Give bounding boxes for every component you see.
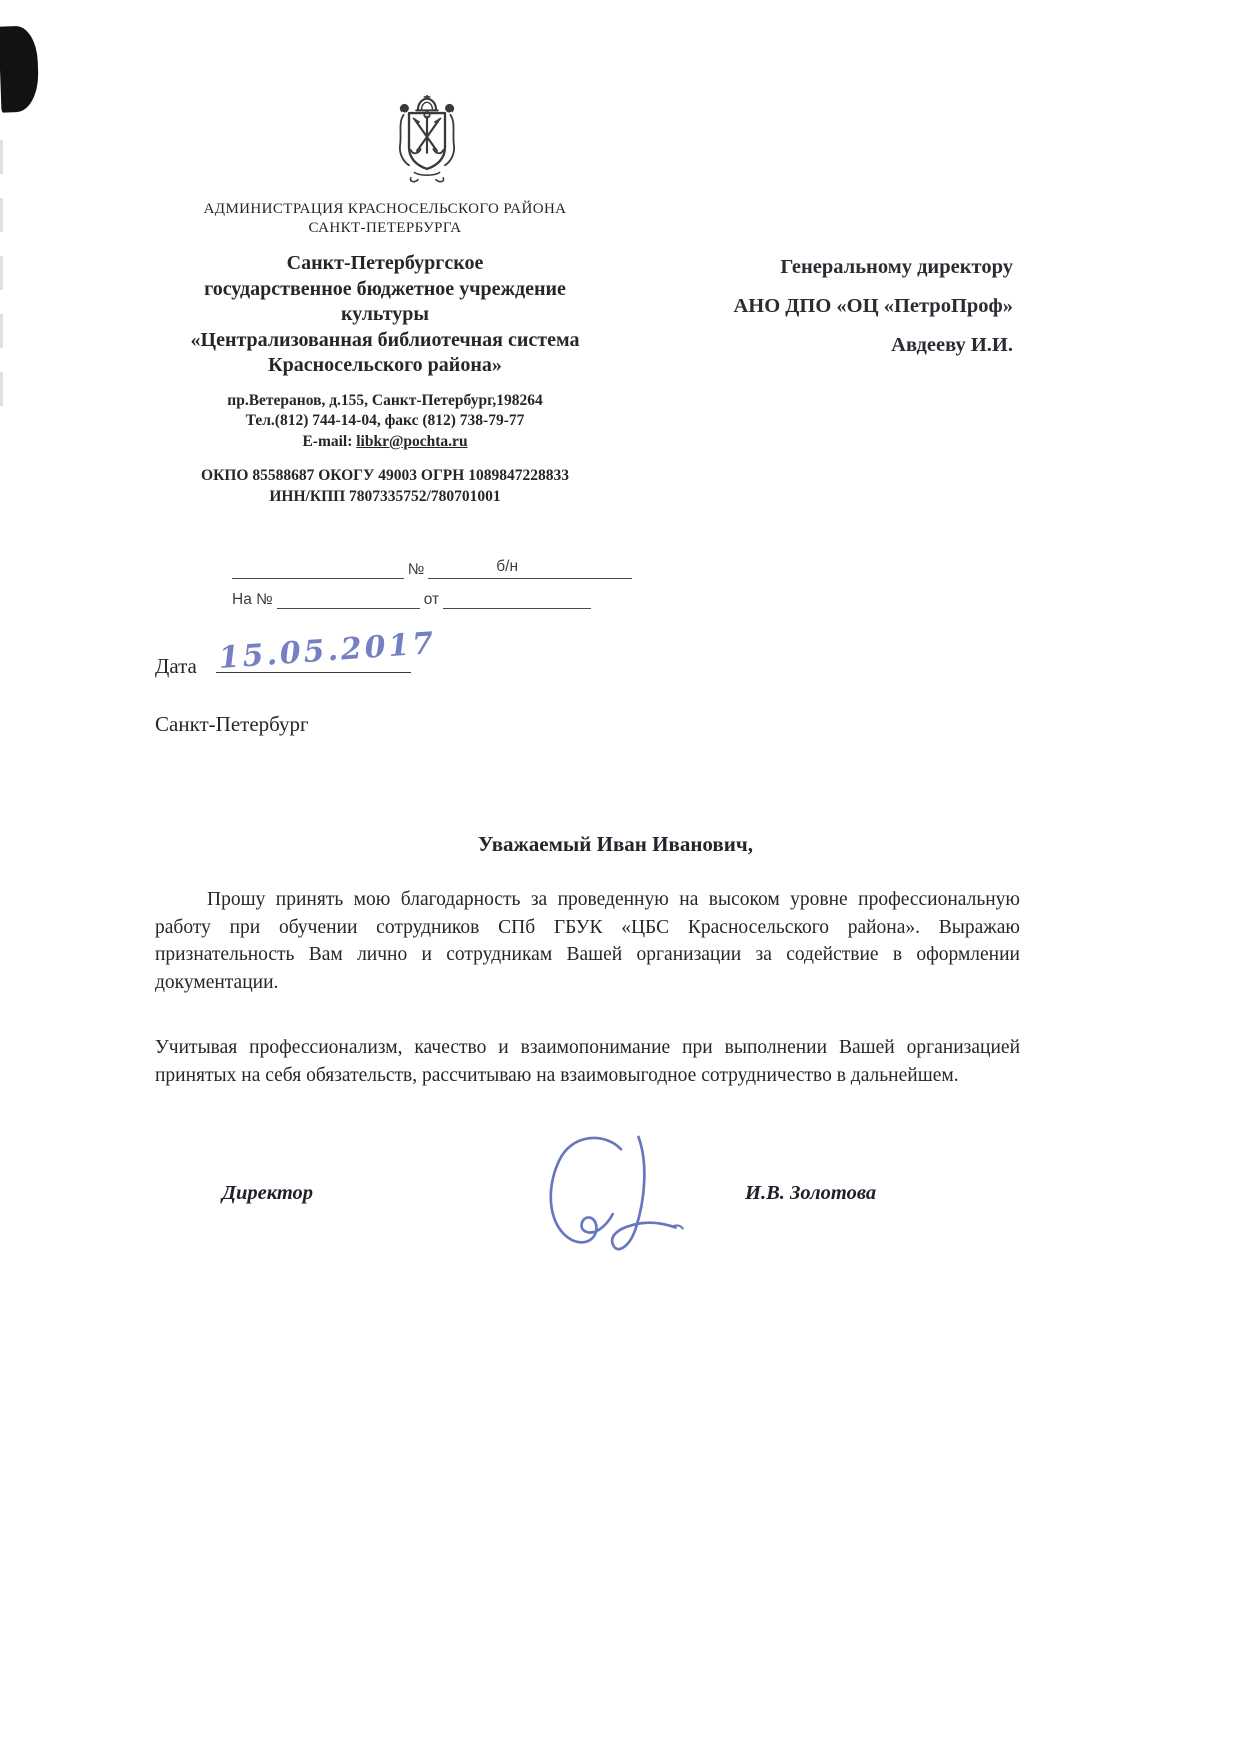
scan-corner-artifact bbox=[0, 25, 39, 112]
outgoing-number-value: б/н bbox=[428, 558, 632, 579]
on-number-label: На № bbox=[232, 591, 273, 608]
addressee-position: Генеральному директору bbox=[780, 256, 1013, 278]
email-address: libkr@pochta.ru bbox=[356, 432, 468, 450]
addressee-organization: АНО ДПО «ОЦ «ПетроПроф» bbox=[733, 295, 1013, 317]
admin-line: АДМИНИСТРАЦИЯ КРАСНОСЕЛЬСКОГО РАЙОНА bbox=[203, 201, 567, 217]
org-contacts bbox=[135, 391, 635, 453]
org-phone-line: Тел.(812) 744-14-04, факс (812) 738-79-77 bbox=[245, 412, 525, 429]
org-name-line: Санкт-Петербургское bbox=[286, 252, 484, 274]
coat-of-arms-icon bbox=[382, 95, 472, 187]
city-label: Санкт-Петербург bbox=[155, 712, 309, 736]
org-name-line: государственное бюджетное учреждение bbox=[204, 277, 566, 300]
admin-header bbox=[135, 200, 635, 238]
addressee-block bbox=[733, 248, 1013, 365]
from-label: от bbox=[423, 591, 440, 608]
letter-body bbox=[155, 886, 1020, 1089]
signer-title: Директор bbox=[222, 1182, 314, 1204]
org-name-line: Красносельского района» bbox=[268, 354, 502, 376]
addressee-person: Авдееву И.И. bbox=[891, 334, 1013, 356]
org-name-line: культуры bbox=[340, 303, 430, 325]
signer-name: И.В. Золотова bbox=[745, 1182, 877, 1204]
incoming-date-blank bbox=[443, 588, 591, 609]
reference-number-form bbox=[232, 552, 632, 609]
org-requisites bbox=[135, 465, 635, 507]
email-label: E-mail: bbox=[302, 432, 353, 450]
body-paragraph: Учитывая профессионализм, качество и взаимопонимание при выполнении Вашей организацией принятых на себя обязательств, рассчитываю на взаимовыгодное сотрудничество в дальнейшем. bbox=[155, 1037, 1020, 1086]
date-blank-line bbox=[216, 625, 438, 676]
org-name bbox=[135, 251, 635, 379]
admin-line: САНКТ-ПЕТЕРБУРГА bbox=[308, 220, 462, 236]
org-email-line bbox=[135, 432, 635, 453]
requisites-line: ОКПО 85588687 ОКОГУ 49003 ОГРН 1089847228833 bbox=[201, 467, 569, 484]
incoming-number-blank bbox=[277, 588, 420, 609]
outgoing-number-row bbox=[232, 552, 632, 579]
scan-edge-smudge bbox=[0, 140, 3, 430]
outgoing-date-blank bbox=[232, 558, 404, 579]
incoming-number-row bbox=[232, 582, 632, 609]
org-name-line: «Централизованная библиотечная система bbox=[190, 328, 580, 351]
handwritten-date: 15.05.2017 bbox=[217, 625, 438, 676]
requisites-line: ИНН/КПП 7807335752/780701001 bbox=[269, 488, 501, 505]
handwritten-signature bbox=[518, 1126, 693, 1261]
body-paragraph: Прошу принять мою благодарность за проведенную на высоком уровне профессиональную работу при обучении сотрудников СПб ГБУК «ЦБС Красносельского района». Выражаю признательность Вам лично и сотрудникам Вашей организации за содействие в оформлении документации. bbox=[155, 889, 1020, 993]
letterhead bbox=[135, 95, 635, 507]
number-sign-label: № bbox=[407, 561, 425, 578]
date-label: Дата bbox=[155, 654, 197, 678]
date-row bbox=[155, 625, 438, 679]
salutation: Уважаемый Иван Иванович, bbox=[478, 832, 753, 856]
org-address-line: пр.Ветеранов, д.155, Санкт-Петербург,198264 bbox=[227, 391, 543, 409]
